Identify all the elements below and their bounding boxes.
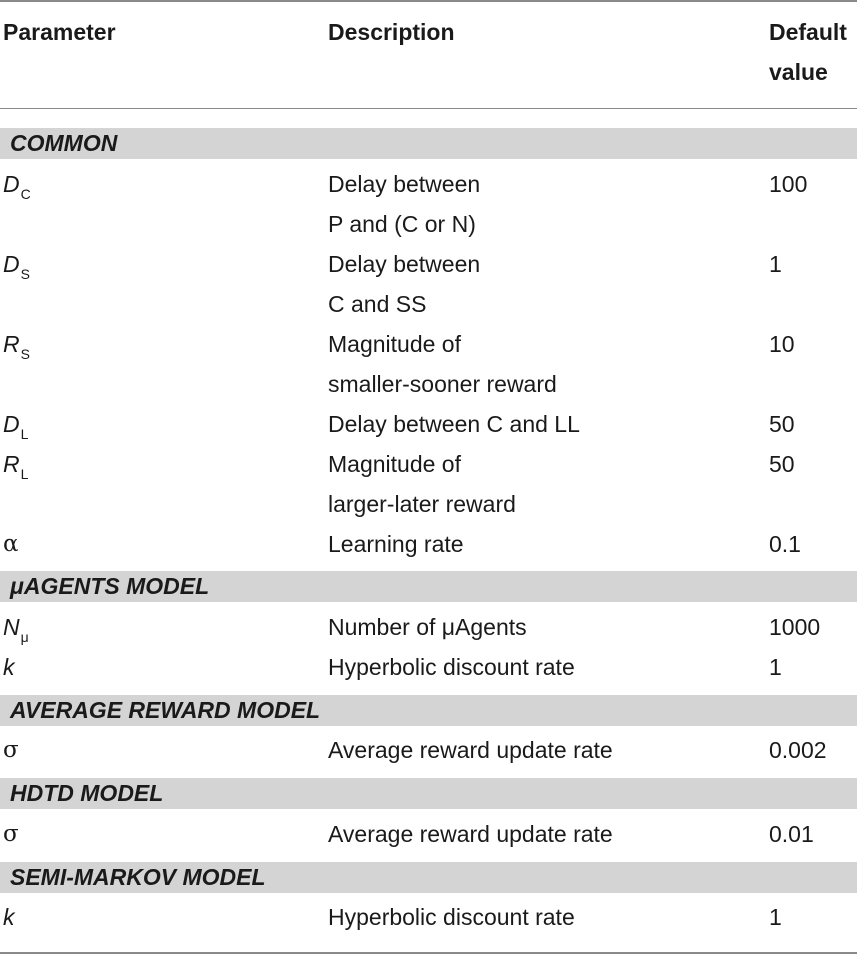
header-default-line1: Default — [769, 19, 847, 45]
param-symbol: $N_\mu$ — [3, 614, 29, 645]
section-title: AVERAGE REWARD MODEL — [10, 697, 321, 723]
section-title: HDTD MODEL — [10, 780, 164, 806]
section-title: COMMON — [10, 130, 118, 156]
section-semi-markov-model — [0, 862, 857, 893]
header-rule — [0, 108, 857, 109]
param-description: Magnitude of larger-later reward — [328, 451, 516, 517]
param-symbol: $R_L$ — [3, 451, 29, 482]
param-value: 1 — [769, 654, 782, 680]
table-bottom-rule — [0, 952, 857, 954]
param-value: 1 — [769, 251, 782, 277]
param-description: Delay between P and (C or N) — [328, 171, 481, 237]
param-description: Delay between C and SS — [328, 251, 481, 317]
param-description: Average reward update rate — [328, 821, 613, 847]
header-parameter: Parameter — [3, 19, 116, 45]
param-symbol: $D_C$ — [3, 171, 31, 202]
section-title: SEMI-MARKOV MODEL — [10, 864, 266, 890]
param-value: 1000 — [769, 614, 821, 640]
param-symbol: k — [3, 904, 15, 930]
param-description: Magnitude of smaller-sooner reward — [328, 331, 557, 397]
header-default-line2: value — [769, 59, 828, 85]
param-value: 1 — [769, 904, 782, 930]
param-value: 50 — [769, 451, 795, 477]
section-uagents-model — [0, 571, 857, 602]
param-symbol: α — [3, 531, 19, 557]
param-value: 0.002 — [769, 737, 827, 763]
section-hdtd-model — [0, 778, 857, 809]
param-value: 50 — [769, 411, 795, 437]
param-symbol: $D_S$ — [3, 251, 30, 282]
param-value: 0.01 — [769, 821, 814, 847]
param-description: Number of μAgents — [328, 614, 527, 640]
param-value: 10 — [769, 331, 795, 357]
param-symbol: k — [3, 654, 15, 680]
param-description: Average reward update rate — [328, 737, 613, 763]
param-description: Delay between C and LL — [328, 411, 580, 437]
param-symbol: σ — [3, 821, 19, 847]
param-description: Learning rate — [328, 531, 464, 557]
section-title: μAGENTS MODEL — [10, 573, 210, 599]
table-top-rule — [0, 0, 857, 2]
param-symbol: $R_S$ — [3, 331, 30, 362]
param-description: Hyperbolic discount rate — [328, 654, 575, 680]
param-symbol: $D_L$ — [3, 411, 29, 442]
param-value: 100 — [769, 171, 808, 197]
section-common — [0, 128, 857, 159]
param-symbol: σ — [3, 737, 19, 763]
param-description: Hyperbolic discount rate — [328, 904, 575, 930]
section-average-reward-model — [0, 695, 857, 726]
header-description: Description — [328, 19, 455, 45]
param-value: 0.1 — [769, 531, 801, 557]
